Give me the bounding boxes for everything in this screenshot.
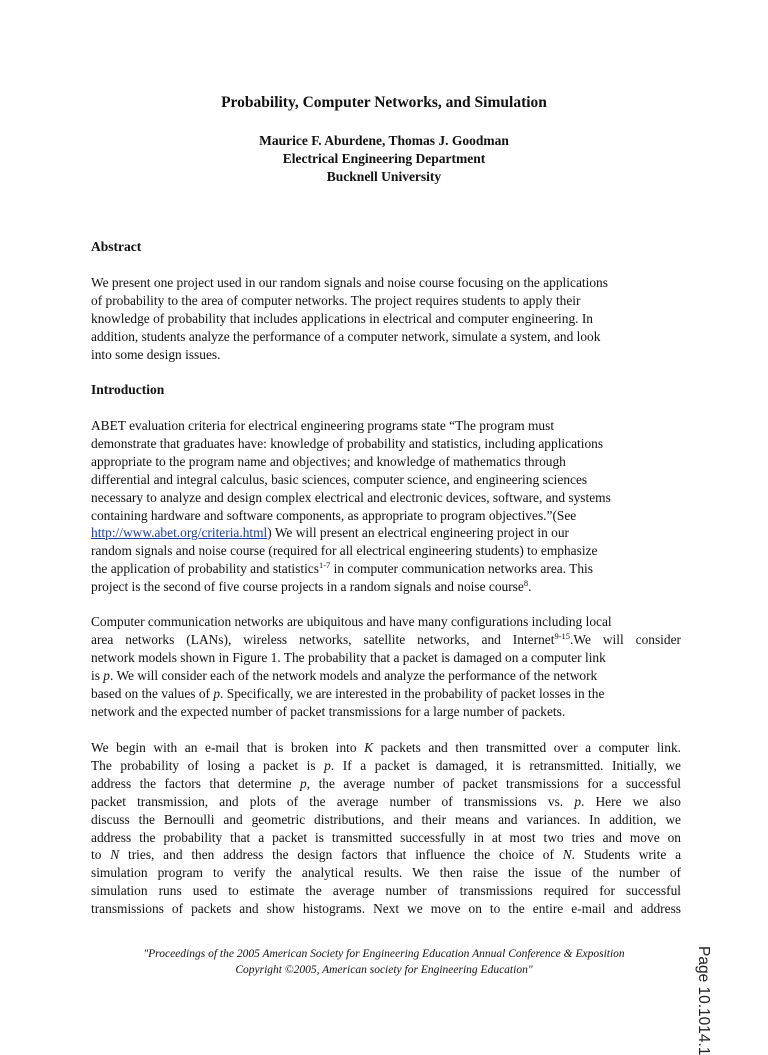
author-block (0, 132, 768, 186)
paragraph-line: network and the expected number of packet transmissions for a large number of packets. (91, 703, 566, 719)
paragraph-line: network models shown in Figure 1. The probability that a packet is damaged on a computer link (91, 649, 606, 665)
variable-k: K (364, 740, 374, 755)
author-university: Bucknell University (326, 169, 442, 184)
line-text: based on the values of (91, 685, 214, 701)
paragraph-line: transmissions of packets and show histograms. Next we move on to the entire e-mail and address (91, 901, 681, 917)
paragraph-line: demonstrate that graduates have: knowledge of probability and statistics, including applications (91, 435, 604, 451)
line-text: The probability of losing a packet is (91, 757, 325, 773)
abstract-line: knowledge of probability that includes applications in electrical and computer engineering. In (91, 310, 593, 326)
proceedings-footer (0, 946, 768, 978)
line-text: , the average number of packet transmissions for a successful (306, 775, 681, 791)
footer-line: Copyright ©2005, American society for Engineering Education" (235, 964, 533, 976)
variable-p: p (574, 793, 582, 809)
paragraph-line (91, 739, 681, 757)
introduction-heading: Introduction (91, 382, 165, 397)
author-names: Maurice F. Aburdene, Thomas J. Goodman (259, 133, 509, 148)
paragraph-line: containing hardware and software components, as appropriate to program objectives.”(See (91, 507, 577, 523)
paragraph-line: discuss the Bernoulli and geometric distributions, and their means and variances. In addition, we (91, 811, 681, 827)
line-text: We begin with an e-mail that is broken into (91, 740, 365, 755)
variable-p: p (300, 775, 307, 791)
line-text: tries, and then address the design factors that influence the choice of (119, 847, 563, 863)
line-text: . Here we also (581, 793, 681, 809)
abstract-paragraph (91, 274, 681, 364)
line-text: the application of probability and statistics (91, 561, 319, 577)
paragraph-line: simulation program to verify the analytical results. We then raise the issue of the number of (91, 865, 681, 881)
line-text: . We will consider each of the network models and analyze the performance of the network (109, 667, 598, 683)
line-text: .We will consider (570, 631, 682, 647)
paragraph-line (91, 578, 681, 596)
paragraph-line: appropriate to the program name and objectives; and knowledge of mathematics through (91, 453, 566, 469)
paragraph-line: address the probability that a packet is transmitted successfully in at most two tries and move on (91, 829, 681, 845)
paragraph-line (91, 846, 681, 864)
variable-p: p (103, 667, 110, 683)
line-text: packet transmission, and plots of the average number of transmissions vs. (91, 793, 575, 809)
paragraph-line (91, 560, 681, 578)
paragraph-line (91, 775, 681, 793)
line-text: . Specifically, we are interested in the probability of packet losses in the (220, 685, 605, 701)
paragraph-line: differential and integral calculus, basic sciences, computer science, and engineering sciences (91, 471, 588, 487)
paragraph-line: random signals and noise course (required for all electrical engineering students) to emphasize (91, 543, 598, 559)
paragraph-line: necessary to analyze and design complex electrical and electronic devices, software, and systems (91, 489, 611, 505)
page-number-label: Page 10.1014.1 (695, 946, 712, 1055)
paragraph-line (91, 524, 681, 542)
variable-n: N (110, 847, 120, 863)
abstract-heading: Abstract (91, 239, 142, 254)
variable-n: N (562, 847, 572, 863)
line-text: is (91, 667, 104, 683)
abstract-line: We present one project used in our random signals and noise course focusing on the applications (91, 275, 608, 290)
intro-paragraph-1 (91, 417, 681, 596)
intro-paragraph-3 (91, 739, 681, 918)
line-text: . (528, 579, 532, 595)
line-text: . If a packet is damaged, it is retransmitted. Initially, we (330, 757, 681, 773)
intro-paragraph-2 (91, 613, 681, 720)
paragraph-line: ABET evaluation criteria for electrical engineering programs state “The program must (91, 418, 555, 433)
line-text: in computer communication networks area. This (330, 561, 593, 577)
paragraph-line: Computer communication networks are ubiquitous and have many configurations including local (91, 614, 612, 629)
line-text: to (91, 847, 111, 863)
paragraph-line (91, 793, 681, 811)
variable-p: p (324, 757, 331, 773)
footer-line: "Proceedings of the 2005 American Society for Engineering Education Annual Conference & Exposition (143, 948, 625, 960)
abstract-line: into some design issues. (91, 346, 221, 362)
line-text: area networks (LANs), wireless networks, satellite networks, and Internet (91, 631, 555, 647)
abstract-line: of probability to the area of computer networks. The project requires students to apply their (91, 292, 581, 308)
paragraph-line: simulation runs used to estimate the average number of transmissions required for successful (91, 883, 681, 899)
paper-title: Probability, Computer Networks, and Simulation (221, 94, 547, 111)
line-text: . Students write a (571, 847, 682, 863)
line-text: address the factors that determine (91, 775, 301, 791)
line-text: project is the second of five course projects in a random signals and noise course (91, 579, 524, 595)
citation-superscript: 1-7 (318, 560, 331, 571)
line-text: packets and then transmitted over a computer link. (373, 740, 681, 755)
paragraph-line (91, 757, 681, 775)
citation-superscript: 9-15 (554, 630, 571, 641)
paragraph-line (91, 631, 681, 649)
abstract-line: addition, students analyze the performance of a computer network, simulate a system, and look (91, 328, 601, 344)
paragraph-line (91, 685, 681, 703)
paragraph-line (91, 667, 681, 685)
variable-p: p (213, 685, 221, 701)
abet-criteria-link[interactable]: http://www.abet.org/criteria.html (91, 525, 268, 541)
citation-superscript: 8 (523, 578, 529, 589)
author-department: Electrical Engineering Department (282, 151, 486, 166)
line-text: ) We will present an electrical engineering project in our (267, 525, 569, 541)
